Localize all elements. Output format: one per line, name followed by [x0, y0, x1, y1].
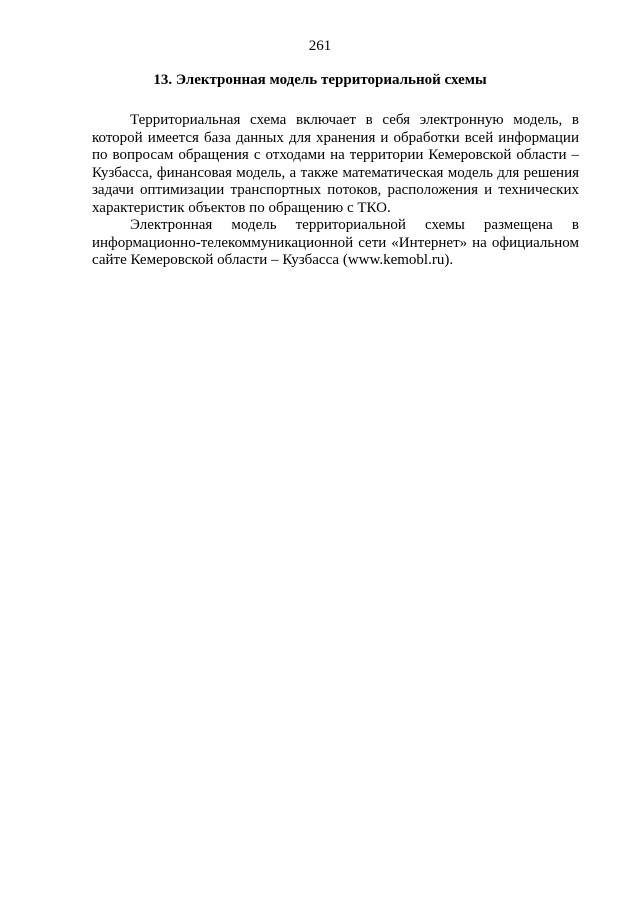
body-text: [92, 112, 579, 270]
paragraph-model-placement: Электронная модель территориальной схемы размещена в информационно-телекоммуникационной сети «Интернет» на официальном сайте Кемеровской области – Кузбасса (www.kemobl.ru).: [92, 217, 579, 268]
paragraph-electronic-model: Территориальная схема включает в себя электронную модель, в которой имеется база данных для хранения и обработки всей информации по вопросам обращения с отходами на территории Кемеровской области – Кузбасса, финансовая модель, а также математическая модель для решения задачи оптимизации транспортных потоков, расположения и технических характеристик объектов по обращению с ТКО.: [92, 112, 579, 216]
section-title: 13. Электронная модель территориальной схемы: [153, 72, 487, 88]
page-number: 261: [308, 38, 332, 54]
